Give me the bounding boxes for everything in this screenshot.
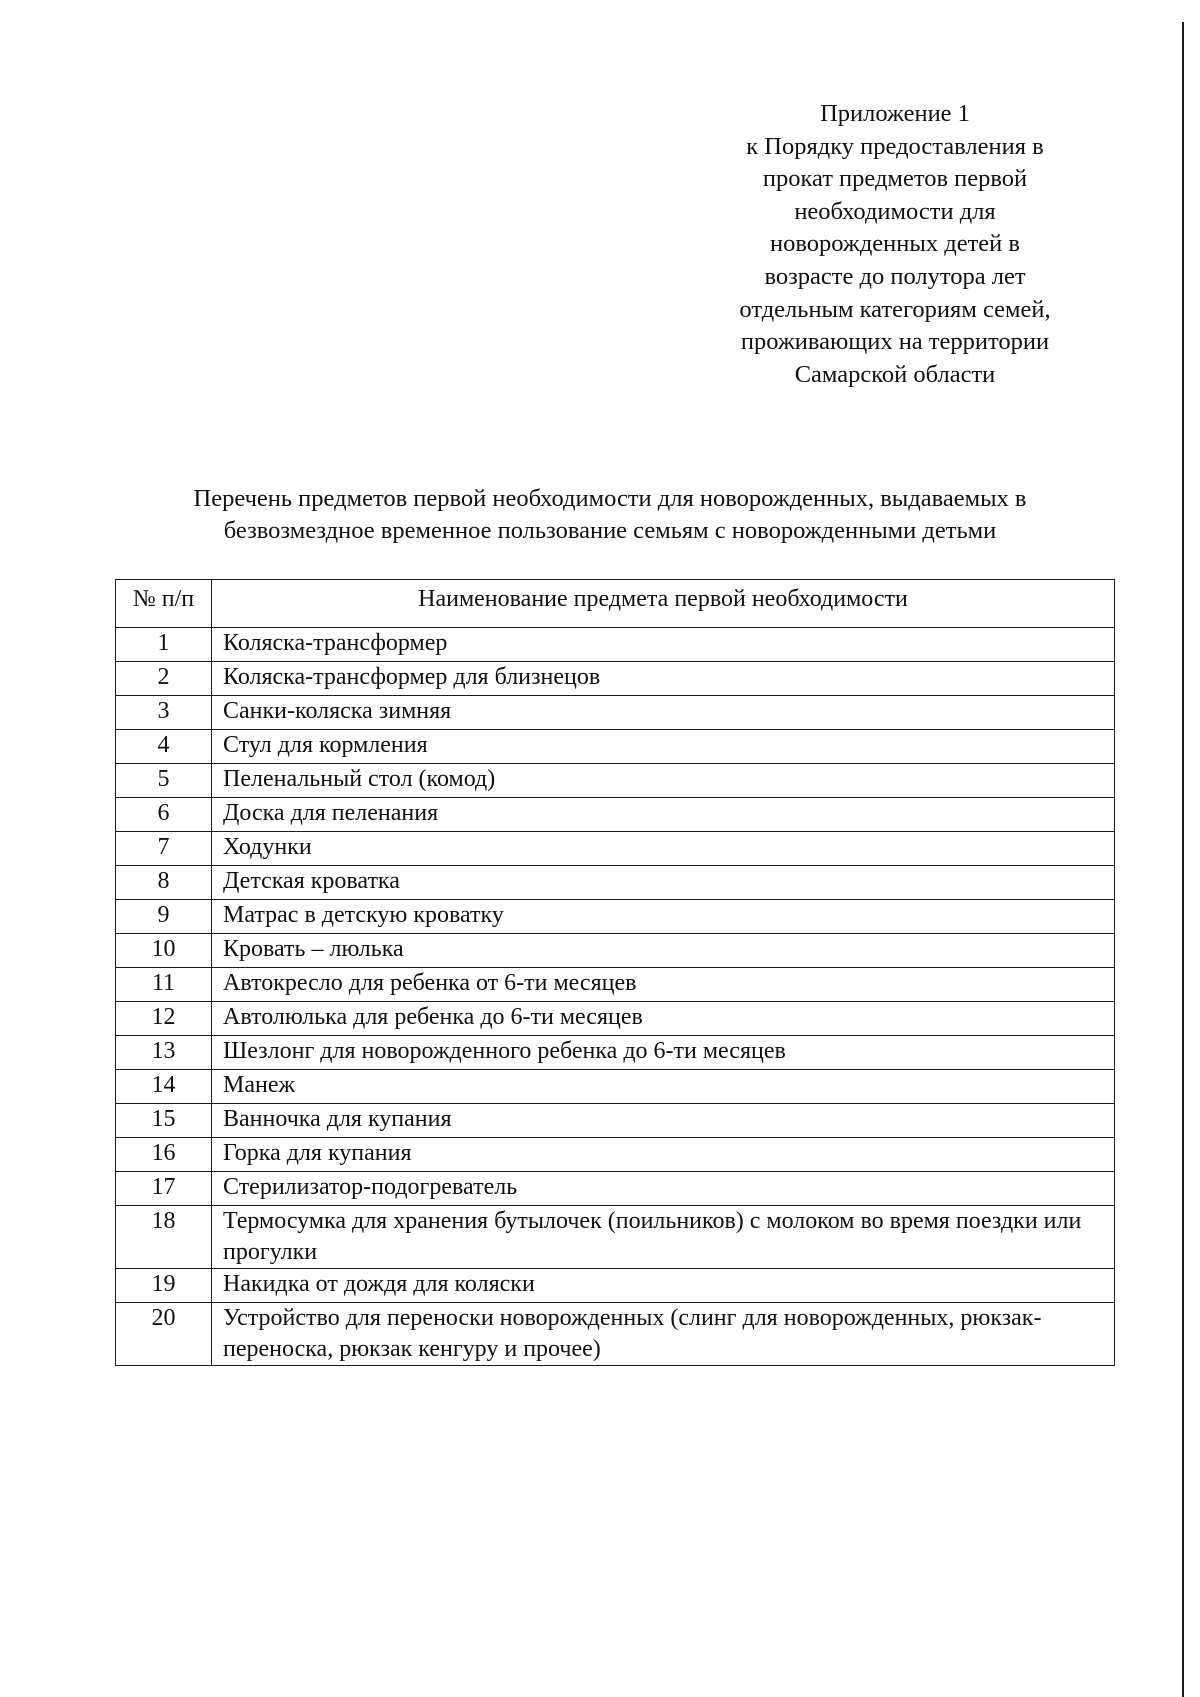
- row-number: 5: [116, 764, 212, 798]
- document-title: [100, 483, 1120, 547]
- table-row: [116, 764, 1115, 798]
- row-item-name: Матрас в детскую кроватку: [212, 900, 1115, 934]
- row-item-name: Накидка от дождя для коляски: [212, 1269, 1115, 1303]
- table-row: [116, 1269, 1115, 1303]
- table-row: [116, 1070, 1115, 1104]
- appendix-line: новорожденных детей в: [770, 230, 1020, 258]
- row-item-name: Ванночка для купания: [212, 1104, 1115, 1138]
- row-number: 3: [116, 696, 212, 730]
- row-number: 7: [116, 832, 212, 866]
- table-row: [116, 662, 1115, 696]
- table-row: [116, 1206, 1115, 1269]
- row-number: 13: [116, 1036, 212, 1070]
- appendix-line: Самарской области: [794, 360, 996, 388]
- row-item-name: Стул для кормления: [212, 730, 1115, 764]
- appendix-line: проживающих на территории: [740, 328, 1050, 356]
- row-item-name: Устройство для переноски новорожденных (слинг для новорожденных, рюкзак-переноска, рюкзак кенгуру и прочее): [212, 1303, 1115, 1366]
- table-row: [116, 968, 1115, 1002]
- row-number: 12: [116, 1002, 212, 1036]
- appendix-line: прокат предметов первой: [762, 165, 1028, 193]
- table-row: [116, 900, 1115, 934]
- row-item-name: Санки-коляска зимняя: [212, 696, 1115, 730]
- table-row: [116, 628, 1115, 662]
- items-table: [115, 579, 1115, 1366]
- table-row: [116, 1138, 1115, 1172]
- row-item-name: Кровать – люлька: [212, 934, 1115, 968]
- row-item-name: Коляска-трансформер: [212, 628, 1115, 662]
- row-number: 15: [116, 1104, 212, 1138]
- row-item-name: Горка для купания: [212, 1138, 1115, 1172]
- document-title-line-1: Перечень предметов первой необходимости для новорожденных, выдаваемых в: [193, 485, 1027, 512]
- row-number: 14: [116, 1070, 212, 1104]
- appendix-line: отдельным категориям семей,: [739, 295, 1051, 323]
- row-number: 8: [116, 866, 212, 900]
- row-number: 2: [116, 662, 212, 696]
- row-number: 20: [116, 1303, 212, 1366]
- row-number: 16: [116, 1138, 212, 1172]
- table-row: [116, 798, 1115, 832]
- page-edge-line: [1182, 22, 1184, 1697]
- row-item-name: Автолюлька для ребенка до 6-ти месяцев: [212, 1002, 1115, 1036]
- table-row: [116, 1172, 1115, 1206]
- row-number: 1: [116, 628, 212, 662]
- table-row: [116, 1303, 1115, 1366]
- appendix-line: Приложение 1: [820, 100, 970, 127]
- row-item-name: Стерилизатор-подогреватель: [212, 1172, 1115, 1206]
- document-title-line-2: безвозмездное временное пользование семьям с новорожденными детьми: [223, 517, 997, 544]
- row-number: 10: [116, 934, 212, 968]
- row-number: 9: [116, 900, 212, 934]
- table-row: [116, 866, 1115, 900]
- appendix-line: необходимости для: [794, 197, 996, 225]
- row-number: 19: [116, 1269, 212, 1303]
- table-row: [116, 730, 1115, 764]
- row-item-name: Автокресло для ребенка от 6-ти месяцев: [212, 968, 1115, 1002]
- row-number: 6: [116, 798, 212, 832]
- row-item-name: Детская кроватка: [212, 866, 1115, 900]
- row-item-name: Пеленальный стол (комод): [212, 764, 1115, 798]
- table-row: [116, 1104, 1115, 1138]
- table-row: [116, 832, 1115, 866]
- appendix-line: возрасте до полутора лет: [764, 262, 1026, 290]
- row-item-name: Коляска-трансформер для близнецов: [212, 662, 1115, 696]
- header-item-name: Наименование предмета первой необходимости: [212, 580, 1115, 628]
- table-row: [116, 1002, 1115, 1036]
- row-number: 11: [116, 968, 212, 1002]
- row-number: 17: [116, 1172, 212, 1206]
- table-row: [116, 934, 1115, 968]
- table-row: [116, 696, 1115, 730]
- row-item-name: Шезлонг для новорожденного ребенка до 6-ти месяцев: [212, 1036, 1115, 1070]
- table-row: [116, 1036, 1115, 1070]
- row-item-name: Доска для пеленания: [212, 798, 1115, 832]
- row-number: 4: [116, 730, 212, 764]
- row-number: 18: [116, 1206, 212, 1269]
- row-item-name: Манеж: [212, 1070, 1115, 1104]
- appendix-line: к Порядку предоставления в: [746, 132, 1044, 160]
- table-header-row: [116, 580, 1115, 628]
- appendix-header: [690, 98, 1100, 391]
- header-number: № п/п: [116, 580, 212, 628]
- row-item-name: Термосумка для хранения бутылочек (поильников) с молоком во время поездки или прогулки: [212, 1206, 1115, 1269]
- row-item-name: Ходунки: [212, 832, 1115, 866]
